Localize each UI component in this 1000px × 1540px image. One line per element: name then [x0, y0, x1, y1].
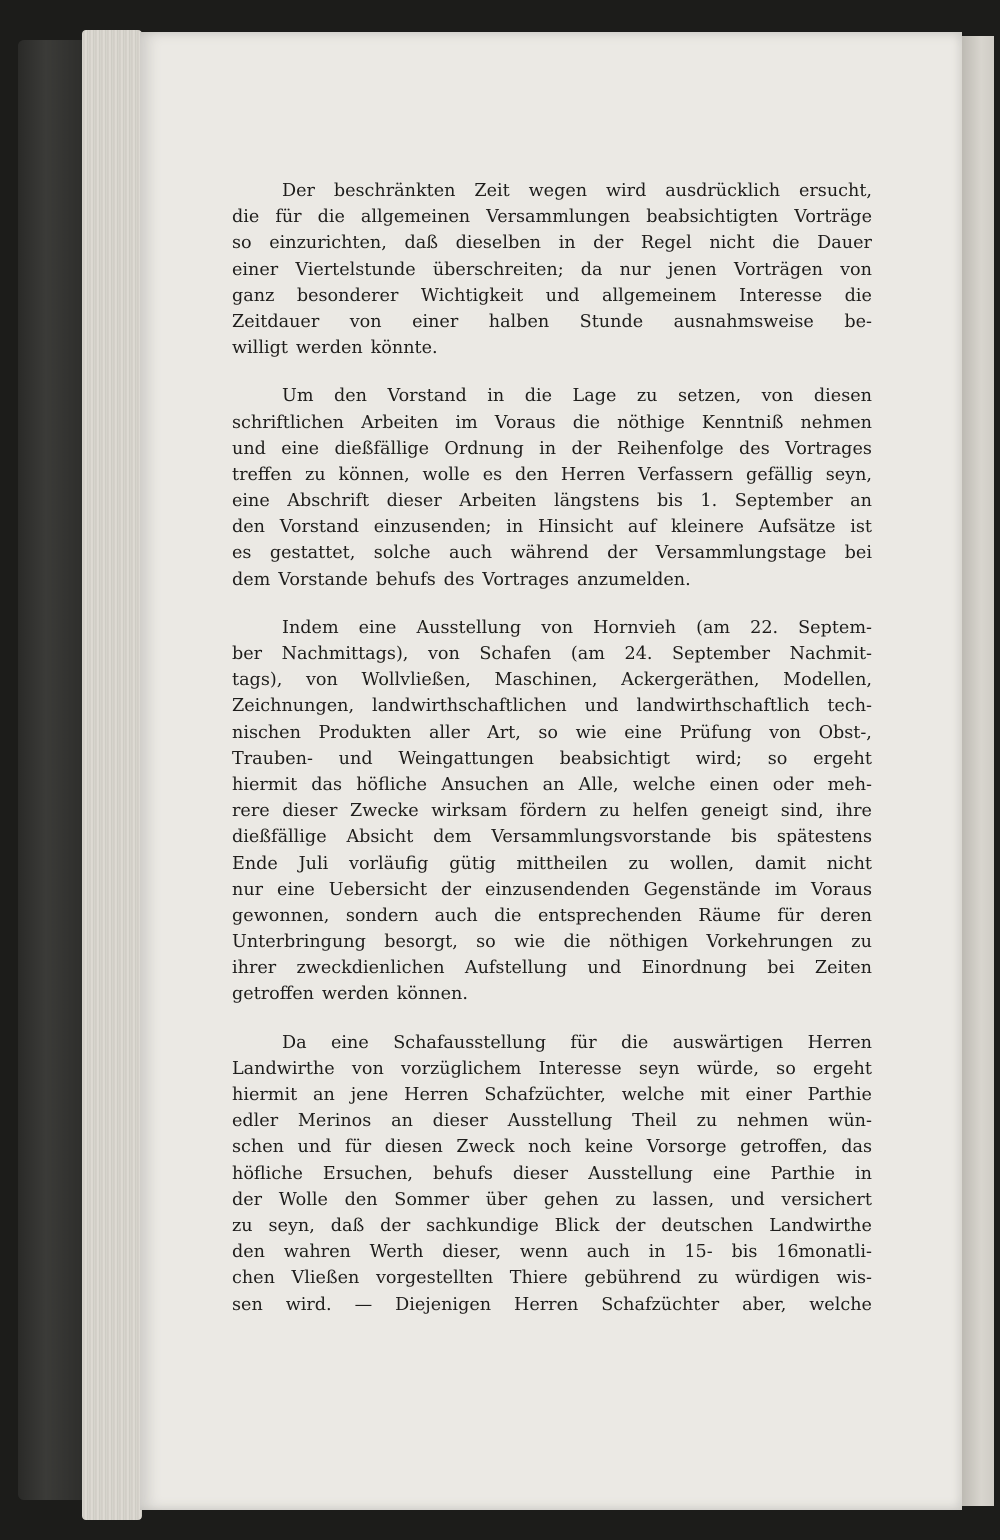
text-line: dem Vorstande behufs des Vortrages anzumelden. — [232, 569, 691, 590]
paragraph-gap — [232, 361, 872, 383]
text-line: schen und für diesen Zweck noch keine Vorsorge getroffen, das — [232, 1137, 872, 1158]
text-line: hiermit an jene Herren Schafzüchter, welche mit einer Parthie — [232, 1085, 872, 1105]
text-line: edler Merinos an dieser Ausstellung Theil zu nehmen wün- — [232, 1111, 872, 1132]
text-line: ber Nachmittags), von Schafen (am 24. September Nachmit- — [232, 644, 872, 664]
paragraph — [232, 383, 872, 593]
text-line: Um den Vorstand in die Lage zu setzen, von diesen — [282, 386, 872, 407]
text-line: einer Viertelstunde überschreiten; da nur jenen Vorträgen von — [232, 259, 872, 280]
adjacent-page-edge — [962, 36, 994, 1506]
text-line: dießfällige Absicht dem Versammlungsvorstande bis spätestens — [232, 827, 872, 848]
text-line: Trauben- und Weingattungen beabsichtigt wird; so ergeht — [232, 748, 872, 769]
text-line: eine Abschrift dieser Arbeiten längstens bis 1. September an — [232, 491, 872, 512]
text-line: chen Vließen vorgestellten Thiere gebührend zu würdigen wis- — [232, 1268, 872, 1289]
text-line: tags), von Wollvließen, Maschinen, Ackergeräthen, Modellen, — [232, 670, 872, 691]
text-line: ihrer zweckdienlichen Aufstellung und Einordnung bei Zeiten — [232, 958, 872, 979]
text-line: Der beschränkten Zeit wegen wird ausdrücklich ersucht, — [282, 181, 872, 201]
paragraph-gap — [232, 593, 872, 615]
text-line: es gestattet, solche auch während der Versammlungstage bei — [232, 543, 872, 564]
text-line: nischen Produkten aller Art, so wie eine Prüfung von Obst-, — [232, 722, 872, 743]
text-line: hiermit das höfliche Ansuchen an Alle, welche einen oder meh- — [232, 774, 872, 795]
text-line: der Wolle den Sommer über gehen zu lassen, und versichert — [232, 1189, 872, 1210]
text-line: Zeitdauer von einer halben Stunde ausnahmsweise be- — [232, 311, 872, 332]
text-line: nur eine Uebersicht der einzusendenden Gegenstände im Voraus — [232, 879, 872, 900]
text-line: die für die allgemeinen Versammlungen beabsichtigten Vorträge — [232, 207, 872, 228]
text-line: getroffen werden können. — [232, 984, 468, 1005]
text-line: schriftlichen Arbeiten im Voraus die nöthige Kenntniß nehmen — [232, 412, 872, 433]
text-line: sen wird. — Diejenigen Herren Schafzüchter aber, welche — [232, 1294, 872, 1315]
paragraph — [232, 178, 872, 361]
text-line: so einzurichten, daß dieselben in der Regel nicht die Dauer — [232, 233, 872, 254]
page-edges — [82, 30, 142, 1520]
text-line: höfliche Ersuchen, behufs dieser Ausstellung eine Parthie in — [232, 1163, 872, 1184]
text-line: Zeichnungen, landwirthschaftlichen und landwirthschaftlich tech- — [232, 696, 872, 717]
paragraph — [232, 615, 872, 1008]
paragraph-gap — [232, 1008, 872, 1030]
text-line: den wahren Werth dieser, wenn auch in 15- bis 16monatli- — [232, 1242, 872, 1263]
text-line: Unterbringung besorgt, so wie die nöthigen Vorkehrungen zu — [232, 932, 872, 953]
text-line: Da eine Schafausstellung für die auswärtigen Herren — [282, 1032, 872, 1053]
text-line: Landwirthe von vorzüglichem Interesse seyn würde, so ergeht — [232, 1058, 872, 1079]
text-line: Indem eine Ausstellung von Hornvieh (am 22. Septem- — [282, 617, 872, 638]
text-line: Ende Juli vorläufig gütig mittheilen zu wollen, damit nicht — [232, 853, 872, 874]
page-text — [232, 178, 872, 1318]
text-line: zu seyn, daß der sachkundige Blick der deutschen Landwirthe — [232, 1215, 872, 1236]
book-spine — [18, 40, 88, 1500]
text-line: ganz besonderer Wichtigkeit und allgemeinem Interesse die — [232, 285, 872, 306]
text-line: willigt werden könnte. — [232, 338, 438, 359]
paragraph — [232, 1030, 872, 1318]
text-line: gewonnen, sondern auch die entsprechenden Räume für deren — [232, 905, 872, 926]
text-line: den Vorstand einzusenden; in Hinsicht auf kleinere Aufsätze ist — [232, 517, 872, 538]
text-line: und eine dießfällige Ordnung in der Reihenfolge des Vortrages — [232, 438, 872, 459]
text-line: rere dieser Zwecke wirksam fördern zu helfen geneigt sind, ihre — [232, 801, 872, 822]
text-line: treffen zu können, wolle es den Herren Verfassern gefällig seyn, — [232, 464, 872, 485]
